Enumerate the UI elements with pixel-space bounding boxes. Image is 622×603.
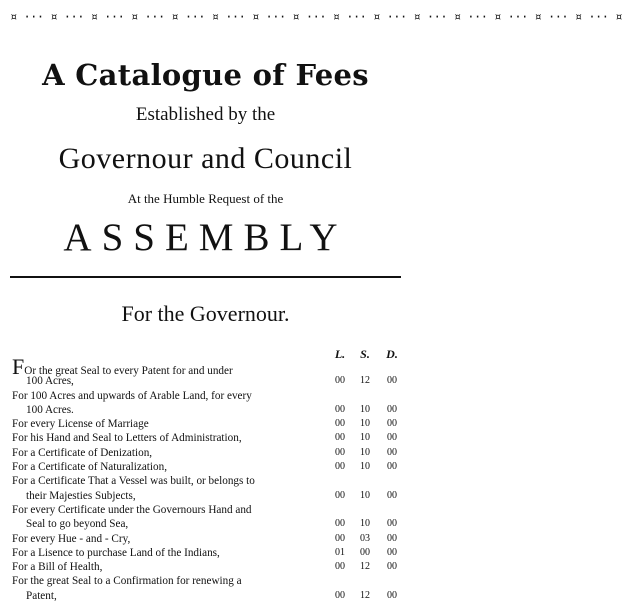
subtitle-established: Established by the [135,104,276,125]
subtitle-assembly: ASSEMBLY [63,216,348,259]
fee-pence: 00 [387,546,397,558]
fee-row [12,460,404,474]
subtitle-governour-council: Governour and Council [58,142,353,175]
section-divider [10,276,401,278]
fee-row [12,517,404,531]
fee-description: For his Hand and Seal to Letters of Administration, [12,432,242,445]
fee-pounds: 00 [335,561,345,573]
fee-pence: 00 [387,418,397,430]
fee-pounds: 00 [335,461,345,473]
fee-shillings: 12 [360,561,370,573]
fee-description: For the great Seal to a Confirmation for renewing a [12,575,242,588]
fee-row [12,354,404,379]
column-header-pounds: L. [334,347,346,361]
fee-description: For a Bill of Health, [12,561,103,574]
fee-pence: 00 [387,589,397,601]
fee-pounds: 00 [335,518,345,530]
fee-pounds: 00 [335,489,345,501]
fee-pence: 00 [387,446,397,458]
column-header-shillings: S. [360,347,370,361]
fee-description: For every Certificate under the Governours Hand and [12,503,252,516]
fee-pounds: 00 [335,589,345,601]
fee-row [12,389,404,403]
fee-row [12,532,404,546]
fee-shillings: 10 [360,403,370,415]
section-title: For the Governour. [121,301,290,326]
fee-shillings: 10 [360,461,370,473]
fee-row [12,560,404,574]
top-ornament-border: ¤ ··· ¤ ··· ¤ ··· ¤ ··· ¤ ··· ¤ ··· ¤ ··· ¤ ··· ¤ ··· ¤ ··· ¤ ··· ¤ ··· ¤ ··· ¤ ··· ¤ ··· ¤ [10,10,622,24]
fee-description: For a Lisence to purchase Land of the Indians, [12,546,220,559]
fee-description: their Majesties Subjects, [26,489,136,502]
fee-shillings: 12 [360,375,370,387]
fee-pounds: 00 [335,446,345,458]
drop-cap: F [12,354,25,379]
fee-pence: 00 [387,461,397,473]
fee-row [12,431,404,445]
fee-description: For every Hue - and - Cry, [12,532,131,545]
fee-pence: 00 [387,518,397,530]
fee-shillings: 12 [360,589,370,601]
fee-pounds: 00 [335,418,345,430]
fee-shillings: 10 [360,518,370,530]
fee-pence: 00 [387,432,397,444]
fee-row [12,489,404,503]
fee-row [12,417,404,431]
fee-shillings: 10 [360,446,370,458]
fee-table [12,354,404,603]
fee-pounds: 00 [335,432,345,444]
column-header-pence: D. [386,347,398,361]
fee-shillings: 10 [360,489,370,501]
fee-row [12,589,404,603]
fee-pence: 00 [387,561,397,573]
fee-description: For a Certificate of Naturalization, [12,461,168,474]
fee-pence: 00 [387,375,397,387]
fee-row [12,546,404,560]
fee-pounds: 00 [335,532,345,544]
fee-description: Or the great Seal to every Patent for and under [24,365,233,377]
subtitle-request: At the Humble Request of the [127,191,284,206]
fee-row [12,574,404,588]
fee-pence: 00 [387,532,397,544]
fee-row [12,474,404,488]
fee-description: 100 Acres. [26,403,74,416]
fee-shillings: 10 [360,432,370,444]
fee-description: For a Certificate of Denization, [12,446,153,459]
fee-pounds: 01 [335,546,345,558]
fee-description: For a Certificate That a Vessel was built, or belongs to [12,475,255,488]
fee-description: 100 Acres, [26,375,74,388]
fee-description: Patent, [26,589,57,602]
fee-description: For every License of Marriage [12,418,149,431]
fee-row [12,446,404,460]
catalogue-title: A Catalogue of Fees [42,58,369,92]
fee-pounds: 00 [335,403,345,415]
fee-row [12,503,404,517]
fee-row [12,374,404,388]
fee-description: For 100 Acres and upwards of Arable Land, for every [12,389,252,402]
fee-pounds: 00 [335,375,345,387]
fee-row [12,403,404,417]
fee-shillings: 00 [360,546,370,558]
fee-description: Seal to go beyond Sea, [26,518,129,531]
fee-pence: 00 [387,489,397,501]
fee-pence: 00 [387,403,397,415]
fee-shillings: 03 [360,532,370,544]
fee-shillings: 10 [360,418,370,430]
